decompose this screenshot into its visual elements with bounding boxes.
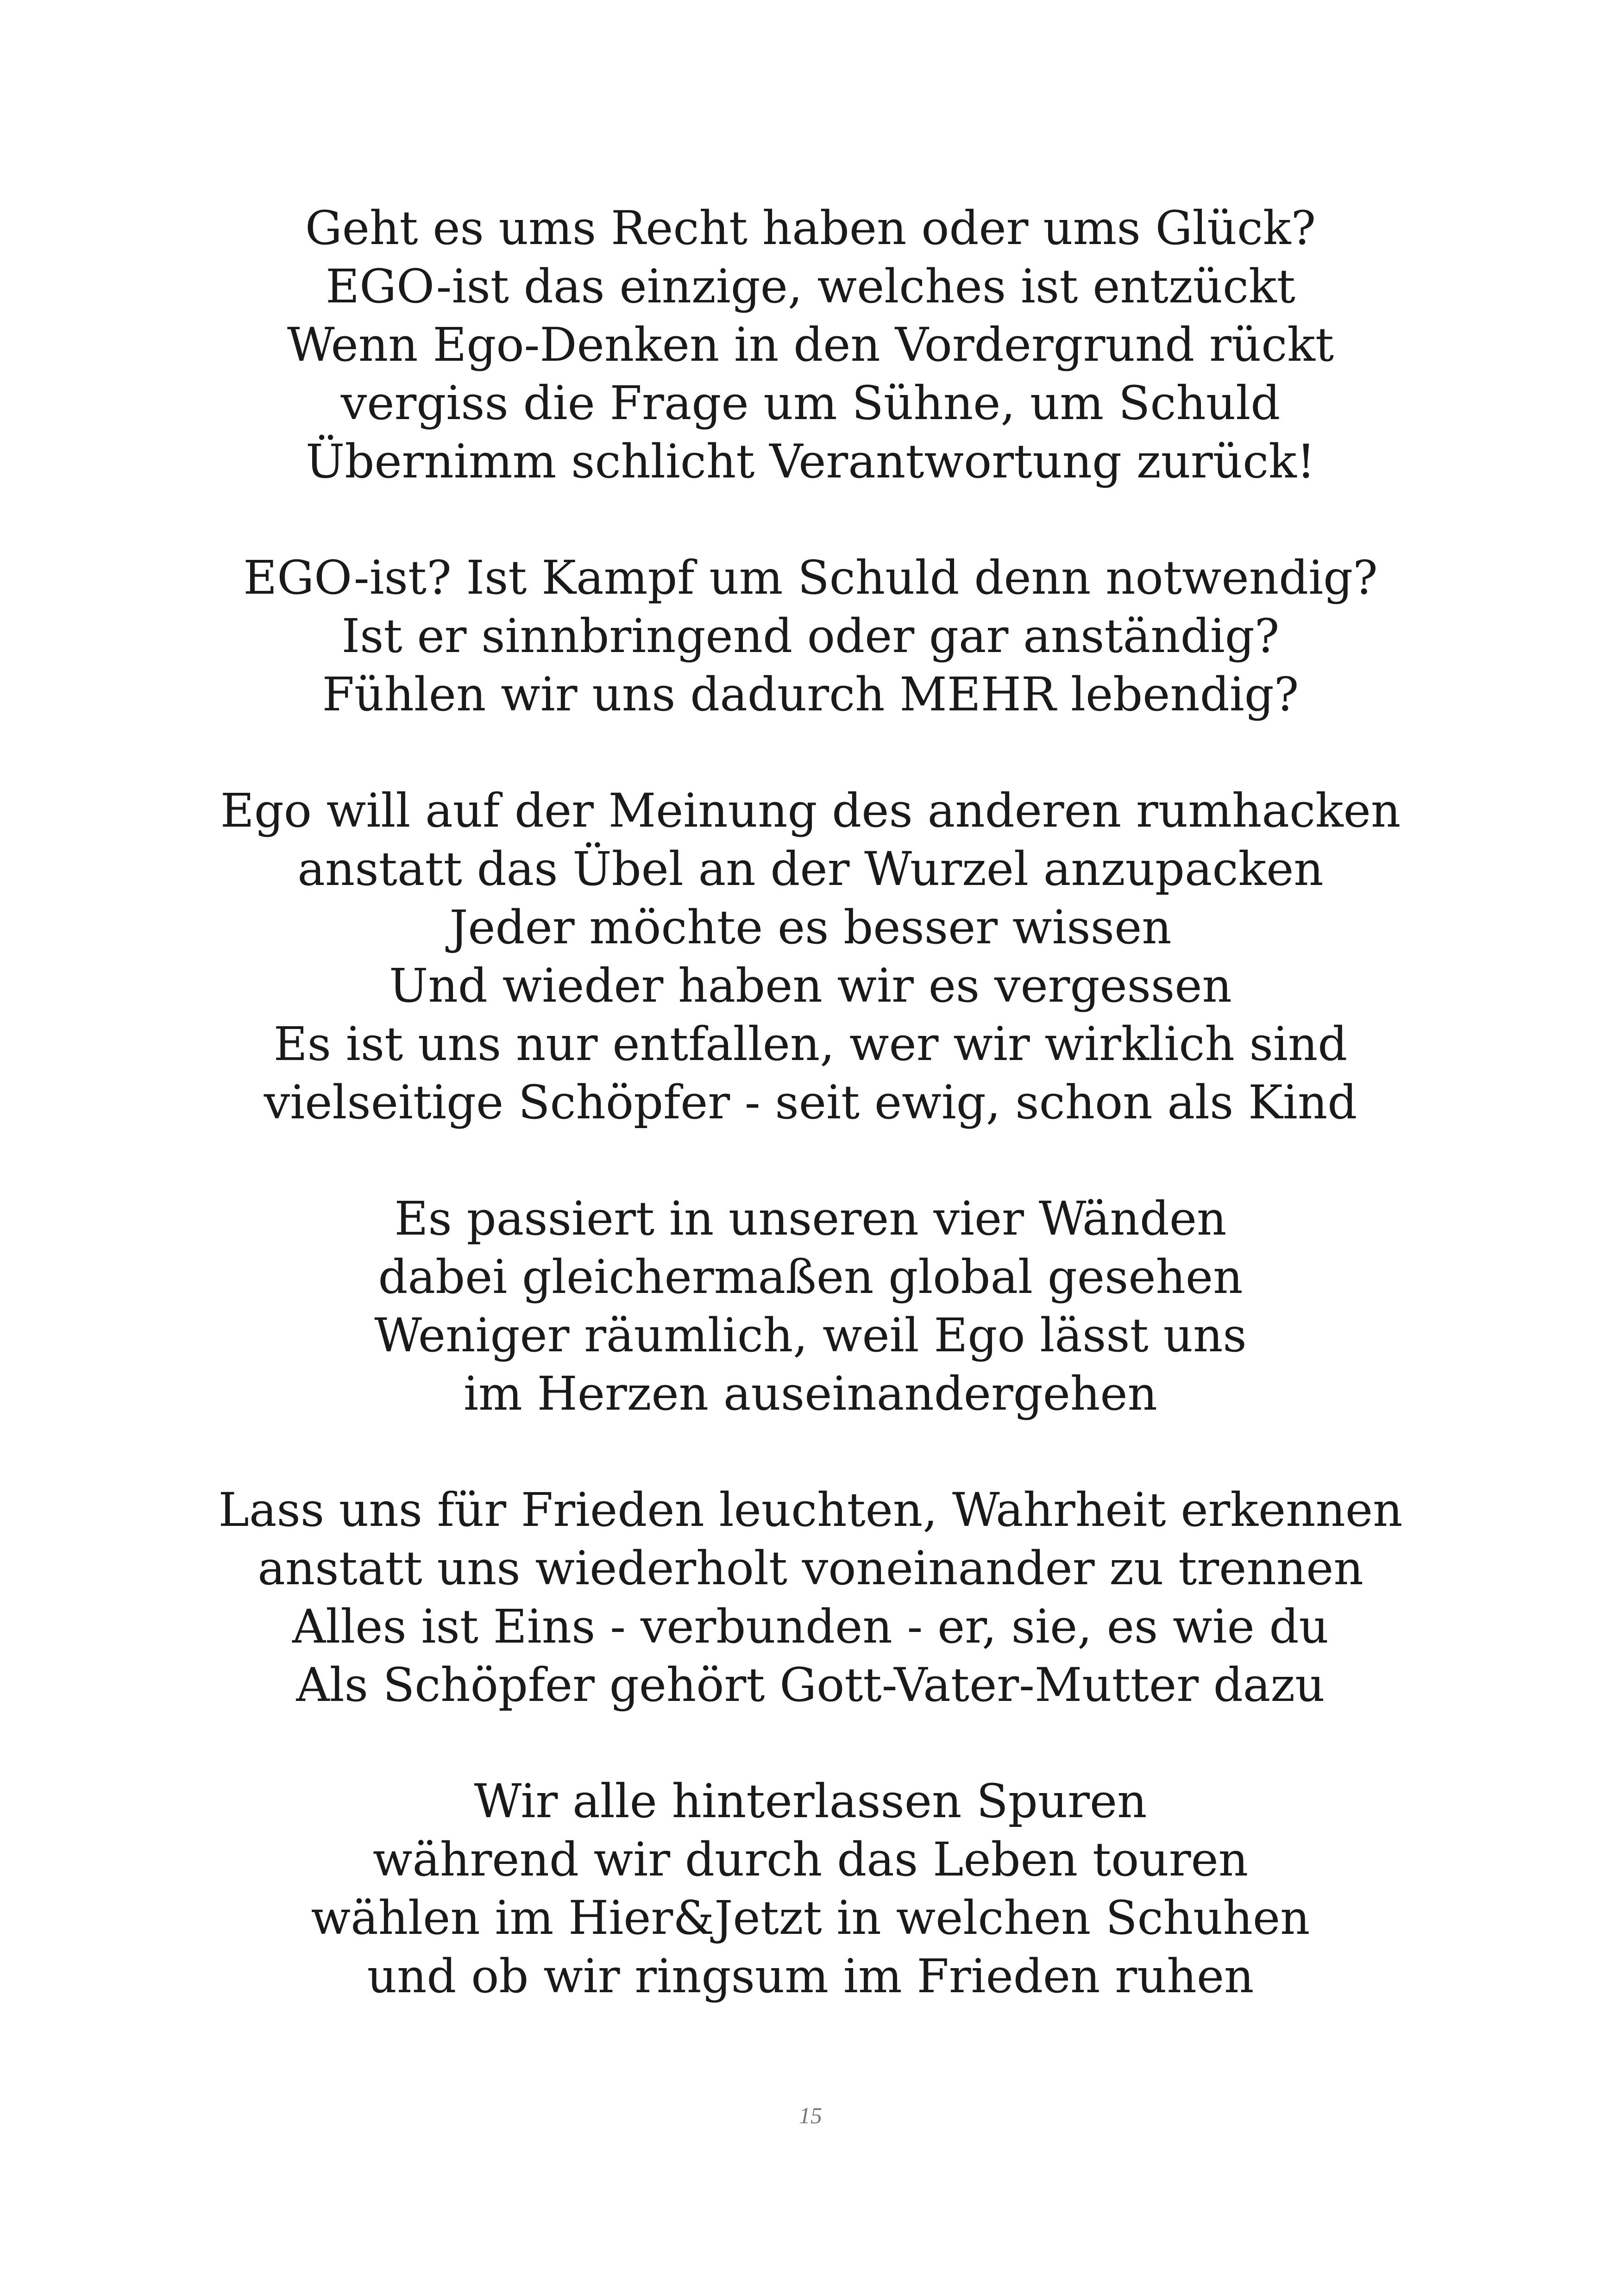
poem-line: Ego will auf der Meinung des anderen rumhacken <box>220 784 1401 838</box>
poem-line: dabei gleichermaßen global gesehen <box>378 1250 1243 1304</box>
poem-line: Ist er sinnbringend oder gar anständig? <box>341 609 1280 663</box>
poem-line: Geht es ums Recht haben oder ums Glück? <box>305 201 1316 255</box>
poem-line: Fühlen wir uns dadurch MEHR lebendig? <box>322 667 1299 721</box>
poem-line: vergiss die Frage um Sühne, um Schuld <box>340 376 1281 430</box>
page-number: 15 <box>799 2102 822 2128</box>
poem-line: Lass uns für Frieden leuchten, Wahrheit erkennen <box>218 1483 1403 1537</box>
poem-line: Übernimm schlicht Verantwortung zurück! <box>306 434 1315 489</box>
stanza-2 <box>139 549 1482 724</box>
stanza-4 <box>139 1190 1482 1423</box>
poem-line: Wenn Ego-Denken in den Vordergrund rückt <box>287 318 1334 372</box>
poem-line: Wir alle hinterlassen Spuren <box>474 1774 1147 1828</box>
poem-line: vielseitige Schöpfer - seit ewig, schon als Kind <box>264 1075 1357 1129</box>
poem-line: Als Schöpfer gehört Gott-Vater-Mutter dazu <box>296 1658 1325 1712</box>
stanza-1 <box>139 199 1482 491</box>
stanza-5 <box>139 1481 1482 1714</box>
poem-line: Alles ist Eins - verbunden - er, sie, es wie du <box>292 1600 1329 1654</box>
stanza-6 <box>139 1772 1482 2006</box>
poem-line: Weniger räumlich, weil Ego lässt uns <box>374 1308 1247 1362</box>
poem-line: Es ist uns nur entfallen, wer wir wirklich sind <box>273 1017 1348 1071</box>
poem-line: während wir durch das Leben touren <box>372 1832 1249 1887</box>
poem-line: wählen im Hier&Jetzt in welchen Schuhen <box>311 1891 1310 1945</box>
poem-line: Jeder möchte es besser wissen <box>449 900 1172 954</box>
poem-line: anstatt uns wiederholt voneinander zu trennen <box>258 1541 1363 1595</box>
poem-line: im Herzen auseinandergehen <box>464 1367 1157 1421</box>
poem-line: EGO-ist? Ist Kampf um Schuld denn notwendig? <box>243 551 1378 605</box>
poem-line: EGO-ist das einzige, welches ist entzückt <box>326 259 1295 314</box>
poem-line: anstatt das Übel an der Wurzel anzupacken <box>297 842 1324 896</box>
poem-line: Und wieder haben wir es vergessen <box>389 959 1232 1013</box>
poem <box>139 199 1482 2006</box>
poem-line: und ob wir ringsum im Frieden ruhen <box>367 1949 1254 2003</box>
poem-line: Es passiert in unseren vier Wänden <box>394 1192 1227 1246</box>
stanza-3 <box>139 782 1482 1132</box>
